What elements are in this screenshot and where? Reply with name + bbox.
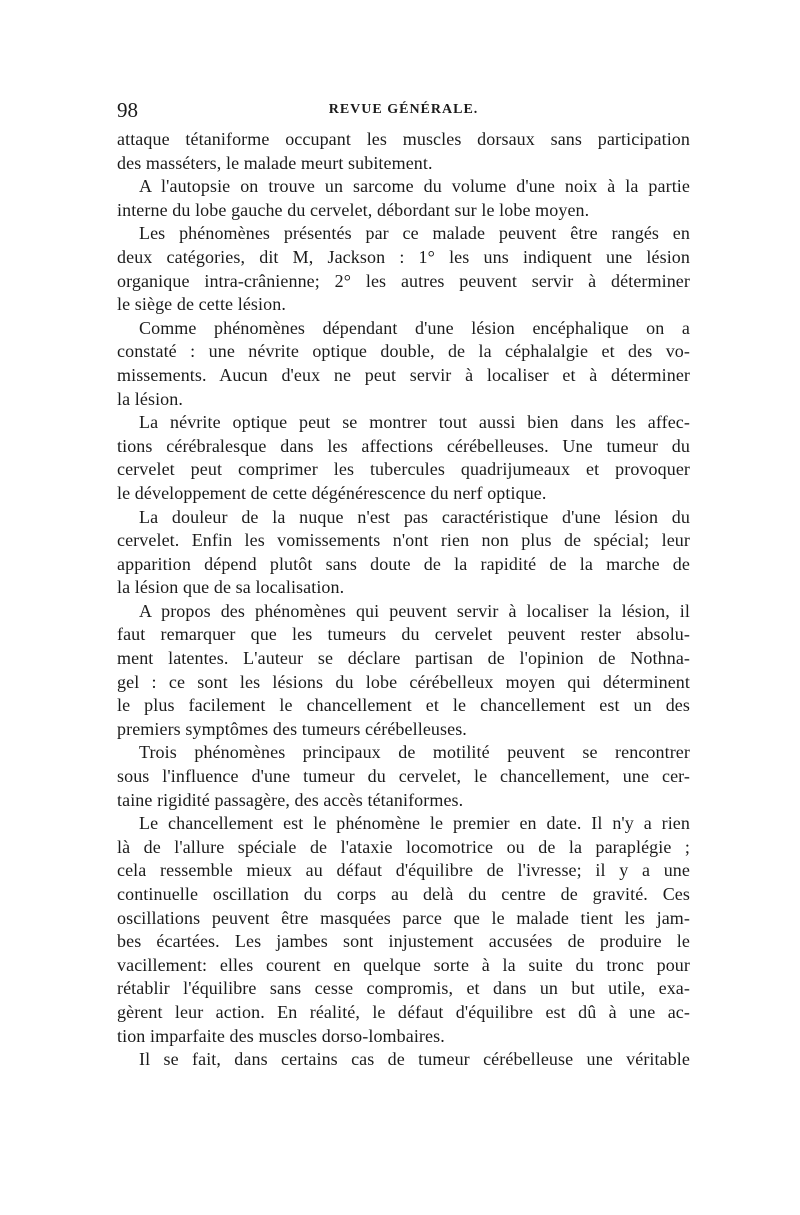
paragraph: [117, 1048, 690, 1072]
text-line: tion imparfaite des muscles dorso-lombaires.: [117, 1025, 445, 1046]
text-line: sous l'influence d'une tumeur du cervelet, le chancellement, une cer-: [117, 766, 690, 787]
text-line: le plus facilement le chancellement et le chancellement est un des: [117, 695, 690, 716]
text-line: le développement de cette dégénérescence du nerf optique.: [117, 482, 547, 503]
text-line: gèrent leur action. En réalité, le défaut d'équilibre est dû à une ac-: [117, 1001, 690, 1022]
paragraph: [117, 741, 690, 812]
paragraph: [117, 506, 690, 600]
paragraph: [117, 222, 690, 316]
text-line: La douleur de la nuque n'est pas caractéristique d'une lésion du: [139, 506, 690, 527]
text-line: tions cérébralesque dans les affections cérébelleuses. Une tumeur du: [117, 435, 690, 456]
text-line: le siège de cette lésion.: [117, 294, 286, 315]
text-line: cervelet. Enfin les vomissements n'ont rien non plus de spécial; leur: [117, 530, 690, 551]
page-number: 98: [117, 98, 138, 122]
text-line: ment latentes. L'auteur se déclare partisan de l'opinion de Nothna-: [117, 648, 690, 669]
paragraph: [117, 175, 690, 222]
running-title: REVUE GÉNÉRALE.: [328, 102, 479, 117]
text-line: A propos des phénomènes qui peuvent servir à localiser la lésion, il: [139, 600, 690, 621]
text-line: la lésion que de sa localisation.: [117, 577, 345, 598]
text-line: Il se fait, dans certains cas de tumeur cérébelleuse une véritable: [139, 1049, 690, 1070]
text-line: organique intra-crânienne; 2° les autres peuvent servir à déterminer: [117, 270, 690, 291]
text-line: cela ressemble mieux au défaut d'équilibre de l'ivresse; il y a une: [117, 860, 690, 881]
text-line: Comme phénomènes dépendant d'une lésion encéphalique on a: [139, 317, 690, 338]
text-line: bes écartées. Les jambes sont injustement accusées de produire le: [117, 931, 690, 952]
text-line: premiers symptômes des tumeurs cérébelleuses.: [117, 718, 467, 739]
text-line: rétablir l'équilibre sans cesse compromis, et dans un but utile, exa-: [117, 978, 690, 999]
text-line: là de l'allure spéciale de l'ataxie locomotrice ou de la paraplégie ;: [117, 836, 690, 857]
running-head: [117, 98, 690, 128]
text-line: attaque tétaniforme occupant les muscles dorsaux sans participation: [117, 129, 690, 149]
book-page: [117, 98, 690, 1072]
text-line: constaté : une névrite optique double, de la céphalalgie et des vo-: [117, 341, 690, 362]
text-line: oscillations peuvent être masquées parce que le malade tient les jam-: [117, 907, 690, 928]
body-text: [117, 128, 690, 1072]
text-line: Trois phénomènes principaux de motilité peuvent se rencontrer: [139, 742, 690, 763]
text-line: apparition dépend plutôt sans doute de la rapidité de la marche de: [117, 553, 690, 574]
text-line: gel : ce sont les lésions du lobe cérébelleux moyen qui déterminent: [117, 671, 690, 692]
paragraph: [117, 128, 690, 175]
text-line: continuelle oscillation du corps au delà du centre de gravité. Ces: [117, 884, 690, 904]
paragraph: [117, 600, 690, 742]
paragraph: [117, 411, 690, 505]
paragraph: [117, 317, 690, 411]
paragraph: [117, 812, 690, 1048]
text-line: la lésion.: [117, 388, 183, 409]
text-line: vacillement: elles courent en quelque sorte à la suite du tronc pour: [117, 954, 690, 975]
text-line: taine rigidité passagère, des accès tétaniformes.: [117, 789, 464, 810]
text-line: Le chancellement est le phénomène le premier en date. Il n'y a rien: [139, 813, 690, 834]
text-line: faut remarquer que les tumeurs du cervelet peuvent rester absolu-: [117, 624, 690, 645]
text-line: missements. Aucun d'eux ne peut servir à localiser et à déterminer: [117, 364, 690, 385]
text-line: des masséters, le malade meurt subitement.: [117, 152, 433, 173]
text-line: interne du lobe gauche du cervelet, débordant sur le lobe moyen.: [117, 199, 590, 220]
text-line: deux catégories, dit M, Jackson : 1° les uns indiquent une lésion: [117, 246, 690, 267]
text-line: A l'autopsie on trouve un sarcome du volume d'une noix à la partie: [139, 176, 690, 197]
text-line: cervelet peut comprimer les tubercules quadrijumeaux et provoquer: [117, 459, 690, 480]
text-line: La névrite optique peut se montrer tout aussi bien dans les affec-: [139, 412, 690, 433]
text-line: Les phénomènes présentés par ce malade peuvent être rangés en: [139, 223, 690, 244]
